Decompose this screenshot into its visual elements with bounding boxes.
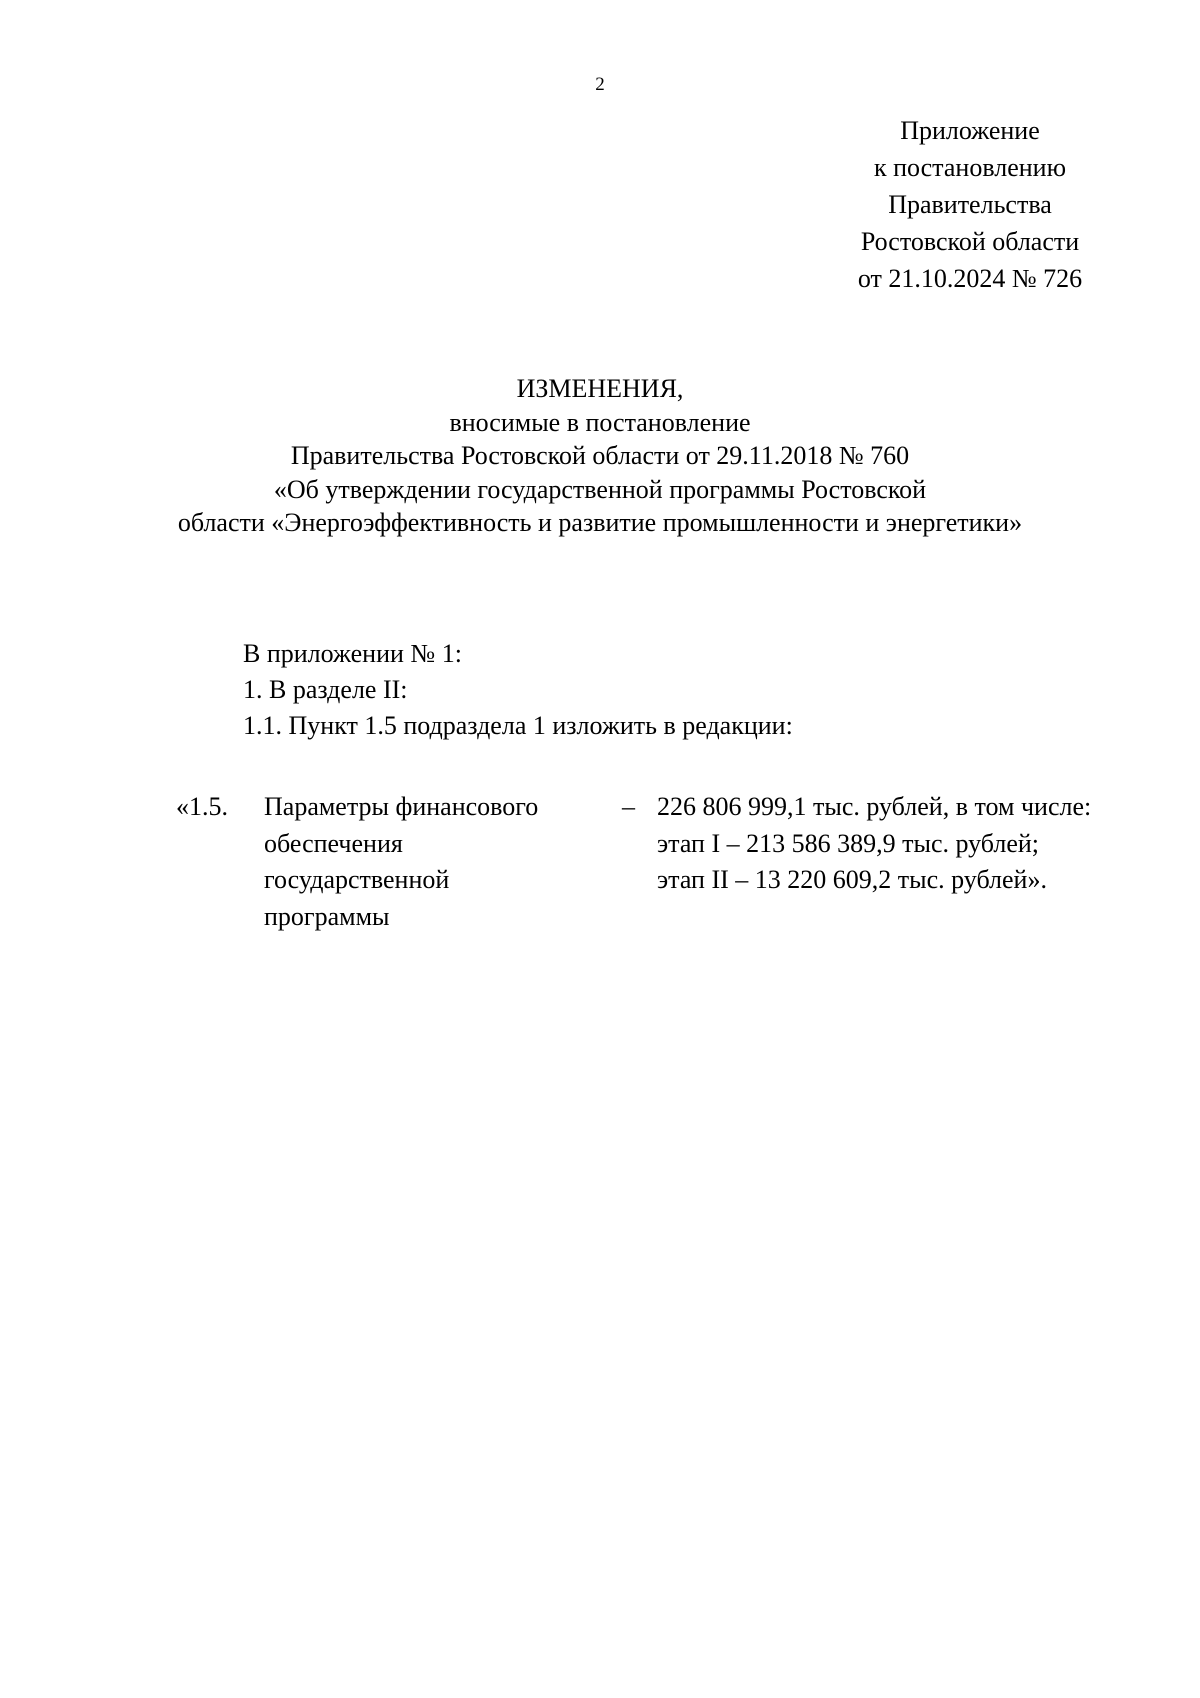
body-line: В приложении № 1: bbox=[243, 639, 462, 668]
appendix-line: от 21.10.2024 № 726 bbox=[857, 264, 1083, 293]
parameter-label-line: обеспечения bbox=[264, 828, 403, 858]
title-heading: ИЗМЕНЕНИЯ, bbox=[516, 374, 684, 403]
parameter-values bbox=[657, 789, 1157, 899]
parameter-value-line: этап II – 13 220 609,2 тыс. рублей». bbox=[657, 865, 1047, 894]
title-line: «Об утверждении государственной программы Ростовской bbox=[273, 474, 927, 504]
parameter-label-line: государственной bbox=[264, 865, 450, 894]
parameter-value-line: 226 806 999,1 тыс. рублей, в том числе: bbox=[657, 792, 1092, 821]
title-line: вносимые в постановление bbox=[449, 407, 751, 437]
parameter-dash: – bbox=[622, 792, 635, 821]
appendix-line: Приложение bbox=[900, 116, 1040, 145]
parameter-number: «1.5. bbox=[176, 792, 228, 821]
page-number: 2 bbox=[595, 74, 605, 95]
appendix-line: Правительства bbox=[888, 190, 1052, 219]
parameter-label bbox=[264, 789, 594, 935]
title-line: области «Энергоэффективность и развитие промышленности и энергетики» bbox=[177, 508, 1023, 537]
appendix-line: к постановлению bbox=[873, 153, 1067, 182]
appendix-block bbox=[820, 112, 1120, 297]
parameter-label-line: Параметры финансового bbox=[264, 792, 539, 821]
document-title bbox=[100, 372, 1100, 540]
appendix-line: Ростовской области bbox=[860, 227, 1080, 256]
title-line: Правительства Ростовской области от 29.11.2018 № 760 bbox=[290, 441, 910, 470]
body-text bbox=[243, 636, 1103, 744]
body-line: 1.1. Пункт 1.5 подраздела 1 изложить в редакции: bbox=[243, 711, 793, 740]
body-line: 1. В разделе II: bbox=[243, 675, 408, 704]
parameter-value-line: этап I – 213 586 389,9 тыс. рублей; bbox=[657, 828, 1040, 858]
parameter-label-line: программы bbox=[264, 901, 390, 931]
